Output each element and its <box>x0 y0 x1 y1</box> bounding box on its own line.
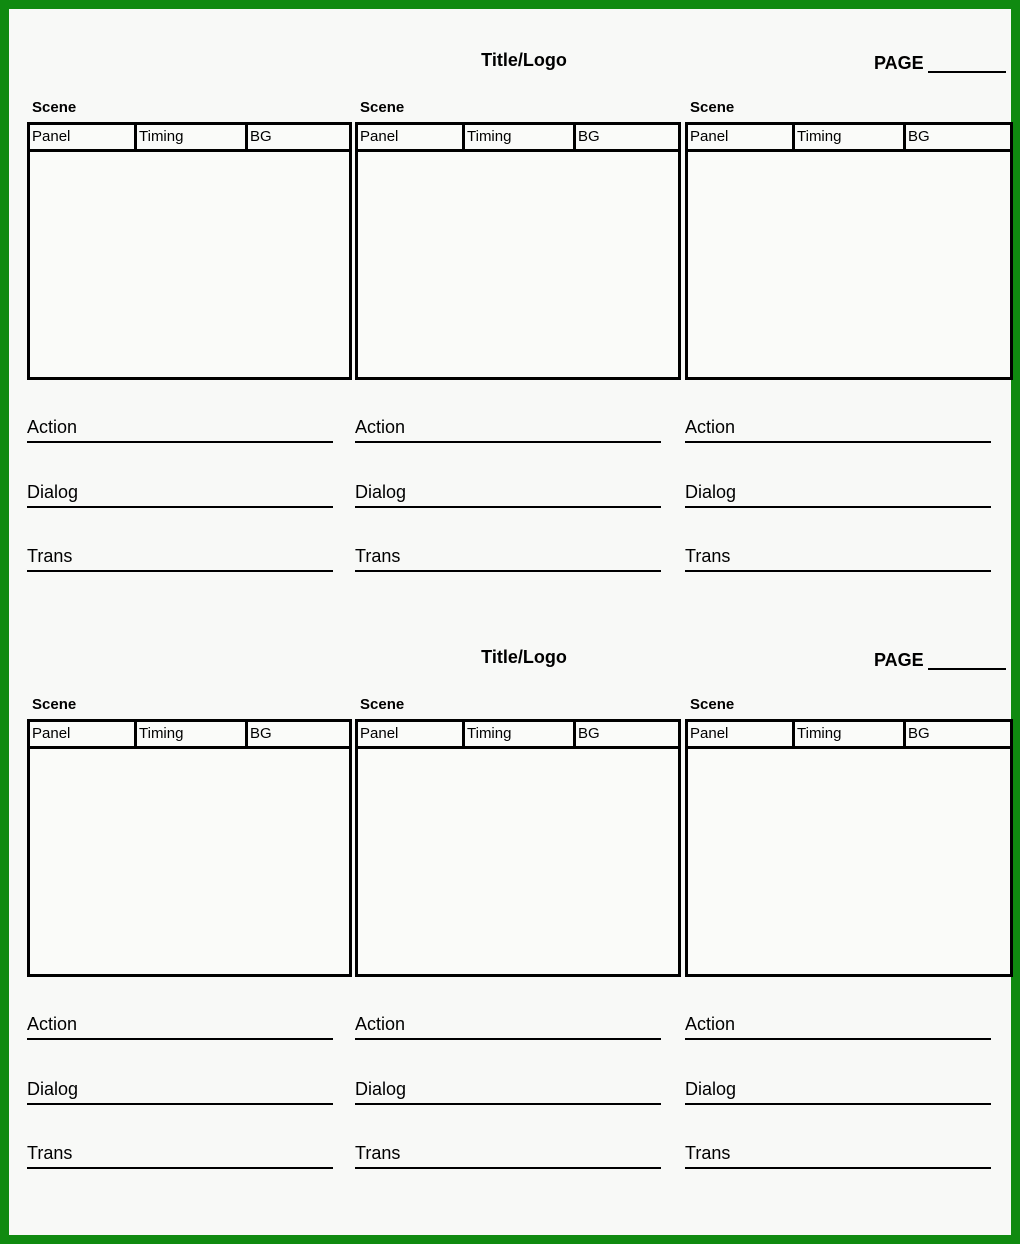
scene-label: Scene <box>690 99 735 116</box>
panel-frame <box>27 719 352 977</box>
panel-header-row <box>30 722 349 749</box>
action-field[interactable]: Action <box>27 1012 333 1040</box>
dialog-field[interactable]: Dialog <box>685 480 991 508</box>
trans-field[interactable]: Trans <box>685 544 991 572</box>
panel-label: Panel <box>688 722 795 746</box>
scene-label: Scene <box>360 99 405 116</box>
scene-label: Scene <box>32 99 77 116</box>
panel-column-3 <box>685 9 1013 606</box>
panel-drawing-area[interactable] <box>30 152 349 377</box>
panel-drawing-area[interactable] <box>688 749 1010 974</box>
panel-frame <box>685 719 1013 977</box>
action-field[interactable]: Action <box>355 415 661 443</box>
dialog-field[interactable]: Dialog <box>685 1077 991 1105</box>
panel-header-row <box>358 722 678 749</box>
sheet-title: Title/Logo <box>481 647 567 667</box>
scene-label: Scene <box>360 696 405 713</box>
page-label: PAGE <box>874 650 924 670</box>
bg-label: BG <box>908 725 930 742</box>
action-field[interactable]: Action <box>27 415 333 443</box>
panel-column-1 <box>27 9 352 606</box>
panel-header-row <box>30 125 349 152</box>
trans-field[interactable]: Trans <box>685 1141 991 1169</box>
panel-header-row <box>688 722 1010 749</box>
trans-field[interactable]: Trans <box>27 1141 333 1169</box>
bg-label: BG <box>578 725 600 742</box>
action-field[interactable]: Action <box>685 1012 991 1040</box>
bg-label: BG <box>578 128 600 145</box>
panel-label: Panel <box>358 722 465 746</box>
panel-label: Panel <box>30 722 137 746</box>
bg-label: BG <box>250 725 272 742</box>
timing-label: Timing <box>137 722 248 746</box>
panel-header-row <box>688 125 1010 152</box>
bg-label: BG <box>908 128 930 145</box>
panel-column-1 <box>27 606 352 1203</box>
action-field[interactable]: Action <box>685 415 991 443</box>
scene-label: Scene <box>690 696 735 713</box>
storyboard-sheet-2 <box>9 606 1020 1203</box>
dialog-field[interactable]: Dialog <box>355 480 661 508</box>
scene-label: Scene <box>32 696 77 713</box>
sheet-title: Title/Logo <box>481 50 567 70</box>
panel-drawing-area[interactable] <box>358 749 678 974</box>
panel-frame <box>355 719 681 977</box>
timing-label: Timing <box>465 722 576 746</box>
panel-frame <box>355 122 681 380</box>
dialog-field[interactable]: Dialog <box>27 480 333 508</box>
timing-label: Timing <box>137 125 248 149</box>
panel-drawing-area[interactable] <box>30 749 349 974</box>
panel-label: Panel <box>358 125 465 149</box>
panel-drawing-area[interactable] <box>358 152 678 377</box>
trans-field[interactable]: Trans <box>27 544 333 572</box>
timing-label: Timing <box>795 125 906 149</box>
page-label: PAGE <box>874 53 924 73</box>
panel-column-2 <box>355 9 681 606</box>
panel-label: Panel <box>688 125 795 149</box>
timing-label: Timing <box>795 722 906 746</box>
action-field[interactable]: Action <box>355 1012 661 1040</box>
storyboard-sheet-1 <box>9 9 1020 606</box>
panel-frame <box>27 122 352 380</box>
panel-frame <box>685 122 1013 380</box>
panel-label: Panel <box>30 125 137 149</box>
panel-column-2 <box>355 606 681 1203</box>
bg-label: BG <box>250 128 272 145</box>
dialog-field[interactable]: Dialog <box>27 1077 333 1105</box>
timing-label: Timing <box>465 125 576 149</box>
panel-drawing-area[interactable] <box>688 152 1010 377</box>
panel-header-row <box>358 125 678 152</box>
trans-field[interactable]: Trans <box>355 544 661 572</box>
dialog-field[interactable]: Dialog <box>355 1077 661 1105</box>
trans-field[interactable]: Trans <box>355 1141 661 1169</box>
panel-column-3 <box>685 606 1013 1203</box>
